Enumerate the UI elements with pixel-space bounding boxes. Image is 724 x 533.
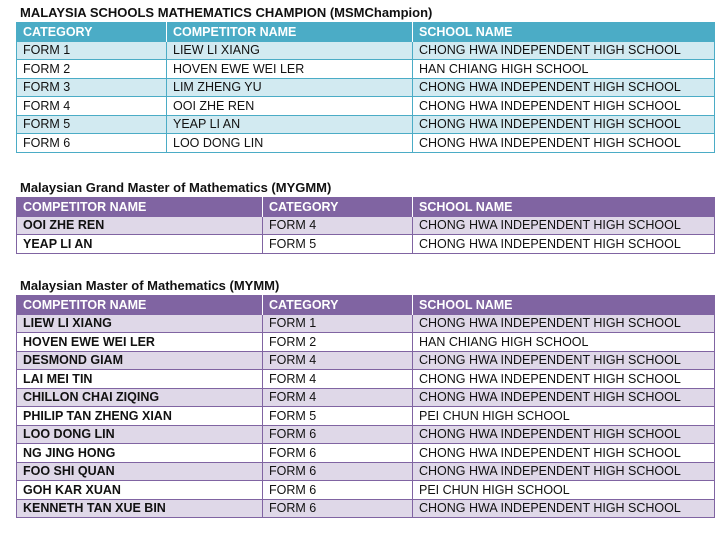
table-cell: PHILIP TAN ZHENG XIAN: [17, 407, 263, 426]
table-cell: FORM 6: [263, 481, 413, 500]
table-cell: FOO SHI QUAN: [17, 462, 263, 481]
mygmm-table: [16, 197, 715, 254]
table-cell: LIEW LI XIANG: [17, 314, 263, 333]
msm-table: [16, 22, 715, 153]
table-cell: FORM 1: [17, 41, 167, 60]
table-cell: CHONG HWA INDEPENDENT HIGH SCHOOL: [413, 115, 715, 134]
table-row: [17, 333, 715, 352]
mygmm-header-school: SCHOOL NAME: [413, 198, 715, 217]
table-cell: HOVEN EWE WEI LER: [17, 333, 263, 352]
table-row: [17, 41, 715, 60]
table-cell: CHONG HWA INDEPENDENT HIGH SCHOOL: [413, 314, 715, 333]
table-cell: CHONG HWA INDEPENDENT HIGH SCHOOL: [413, 351, 715, 370]
table-cell: YEAP LI AN: [167, 115, 413, 134]
table-cell: CHONG HWA INDEPENDENT HIGH SCHOOL: [413, 41, 715, 60]
table-row: [17, 425, 715, 444]
table-row: [17, 370, 715, 389]
table-row: [17, 481, 715, 500]
table-cell: CHONG HWA INDEPENDENT HIGH SCHOOL: [413, 134, 715, 153]
table-cell: LOO DONG LIN: [17, 425, 263, 444]
table-row: [17, 235, 715, 254]
table-cell: FORM 4: [263, 216, 413, 235]
table-cell: FORM 2: [263, 333, 413, 352]
table-row: [17, 351, 715, 370]
mygmm-header-competitor: COMPETITOR NAME: [17, 198, 263, 217]
mymm-table: [16, 295, 715, 518]
mymm-header-row: [17, 296, 715, 315]
table-cell: FORM 5: [263, 407, 413, 426]
mymm-header-school: SCHOOL NAME: [413, 296, 715, 315]
table-cell: FORM 4: [17, 97, 167, 116]
table-cell: FORM 6: [263, 499, 413, 518]
mygmm-table-body: [17, 216, 715, 253]
table-row: [17, 115, 715, 134]
table-cell: PEI CHUN HIGH SCHOOL: [413, 481, 715, 500]
table-row: [17, 60, 715, 79]
table-cell: LOO DONG LIN: [167, 134, 413, 153]
table-cell: FORM 4: [263, 388, 413, 407]
table-cell: NG JING HONG: [17, 444, 263, 463]
mymm-header-category: CATEGORY: [263, 296, 413, 315]
table-cell: PEI CHUN HIGH SCHOOL: [413, 407, 715, 426]
table-cell: CHONG HWA INDEPENDENT HIGH SCHOOL: [413, 462, 715, 481]
mymm-title: Malaysian Master of Mathematics (MYMM): [20, 278, 280, 293]
table-row: [17, 388, 715, 407]
table-row: [17, 462, 715, 481]
mygmm-section: [16, 178, 714, 254]
table-cell: LAI MEI TIN: [17, 370, 263, 389]
msm-title: MALAYSIA SCHOOLS MATHEMATICS CHAMPION (MSMChampion): [20, 5, 433, 20]
table-row: [17, 97, 715, 116]
table-cell: FORM 5: [263, 235, 413, 254]
table-cell: OOI ZHE REN: [167, 97, 413, 116]
msm-header-row: [17, 23, 715, 42]
table-cell: CHONG HWA INDEPENDENT HIGH SCHOOL: [413, 78, 715, 97]
msm-header-school: SCHOOL NAME: [413, 23, 715, 42]
mygmm-title: Malaysian Grand Master of Mathematics (MYGMM): [20, 180, 332, 195]
table-cell: LIEW LI XIANG: [167, 41, 413, 60]
mymm-header-competitor: COMPETITOR NAME: [17, 296, 263, 315]
table-cell: HOVEN EWE WEI LER: [167, 60, 413, 79]
mymm-section: [16, 276, 714, 518]
table-row: [17, 499, 715, 518]
table-cell: FORM 3: [17, 78, 167, 97]
table-cell: CHONG HWA INDEPENDENT HIGH SCHOOL: [413, 499, 715, 518]
table-row: [17, 314, 715, 333]
table-cell: DESMOND GIAM: [17, 351, 263, 370]
table-cell: FORM 5: [17, 115, 167, 134]
table-cell: FORM 6: [263, 444, 413, 463]
table-cell: FORM 2: [17, 60, 167, 79]
msm-section: [16, 3, 714, 153]
table-cell: KENNETH TAN XUE BIN: [17, 499, 263, 518]
table-cell: FORM 6: [263, 462, 413, 481]
table-row: [17, 407, 715, 426]
table-cell: CHONG HWA INDEPENDENT HIGH SCHOOL: [413, 97, 715, 116]
table-cell: FORM 6: [17, 134, 167, 153]
table-cell: CHONG HWA INDEPENDENT HIGH SCHOOL: [413, 235, 715, 254]
mygmm-header-category: CATEGORY: [263, 198, 413, 217]
msm-table-body: [17, 41, 715, 152]
table-cell: CHONG HWA INDEPENDENT HIGH SCHOOL: [413, 370, 715, 389]
table-row: [17, 134, 715, 153]
table-row: [17, 444, 715, 463]
table-row: [17, 78, 715, 97]
table-cell: CHONG HWA INDEPENDENT HIGH SCHOOL: [413, 425, 715, 444]
msm-header-competitor: COMPETITOR NAME: [167, 23, 413, 42]
table-row: [17, 216, 715, 235]
table-cell: CHONG HWA INDEPENDENT HIGH SCHOOL: [413, 444, 715, 463]
table-cell: FORM 1: [263, 314, 413, 333]
table-cell: CHILLON CHAI ZIQING: [17, 388, 263, 407]
table-cell: CHONG HWA INDEPENDENT HIGH SCHOOL: [413, 216, 715, 235]
table-cell: FORM 4: [263, 370, 413, 389]
mygmm-header-row: [17, 198, 715, 217]
msm-header-category: CATEGORY: [17, 23, 167, 42]
table-cell: GOH KAR XUAN: [17, 481, 263, 500]
table-cell: OOI ZHE REN: [17, 216, 263, 235]
table-cell: HAN CHIANG HIGH SCHOOL: [413, 333, 715, 352]
table-cell: YEAP LI AN: [17, 235, 263, 254]
table-cell: HAN CHIANG HIGH SCHOOL: [413, 60, 715, 79]
table-cell: FORM 4: [263, 351, 413, 370]
table-cell: FORM 6: [263, 425, 413, 444]
table-cell: LIM ZHENG YU: [167, 78, 413, 97]
table-cell: CHONG HWA INDEPENDENT HIGH SCHOOL: [413, 388, 715, 407]
mymm-table-body: [17, 314, 715, 518]
